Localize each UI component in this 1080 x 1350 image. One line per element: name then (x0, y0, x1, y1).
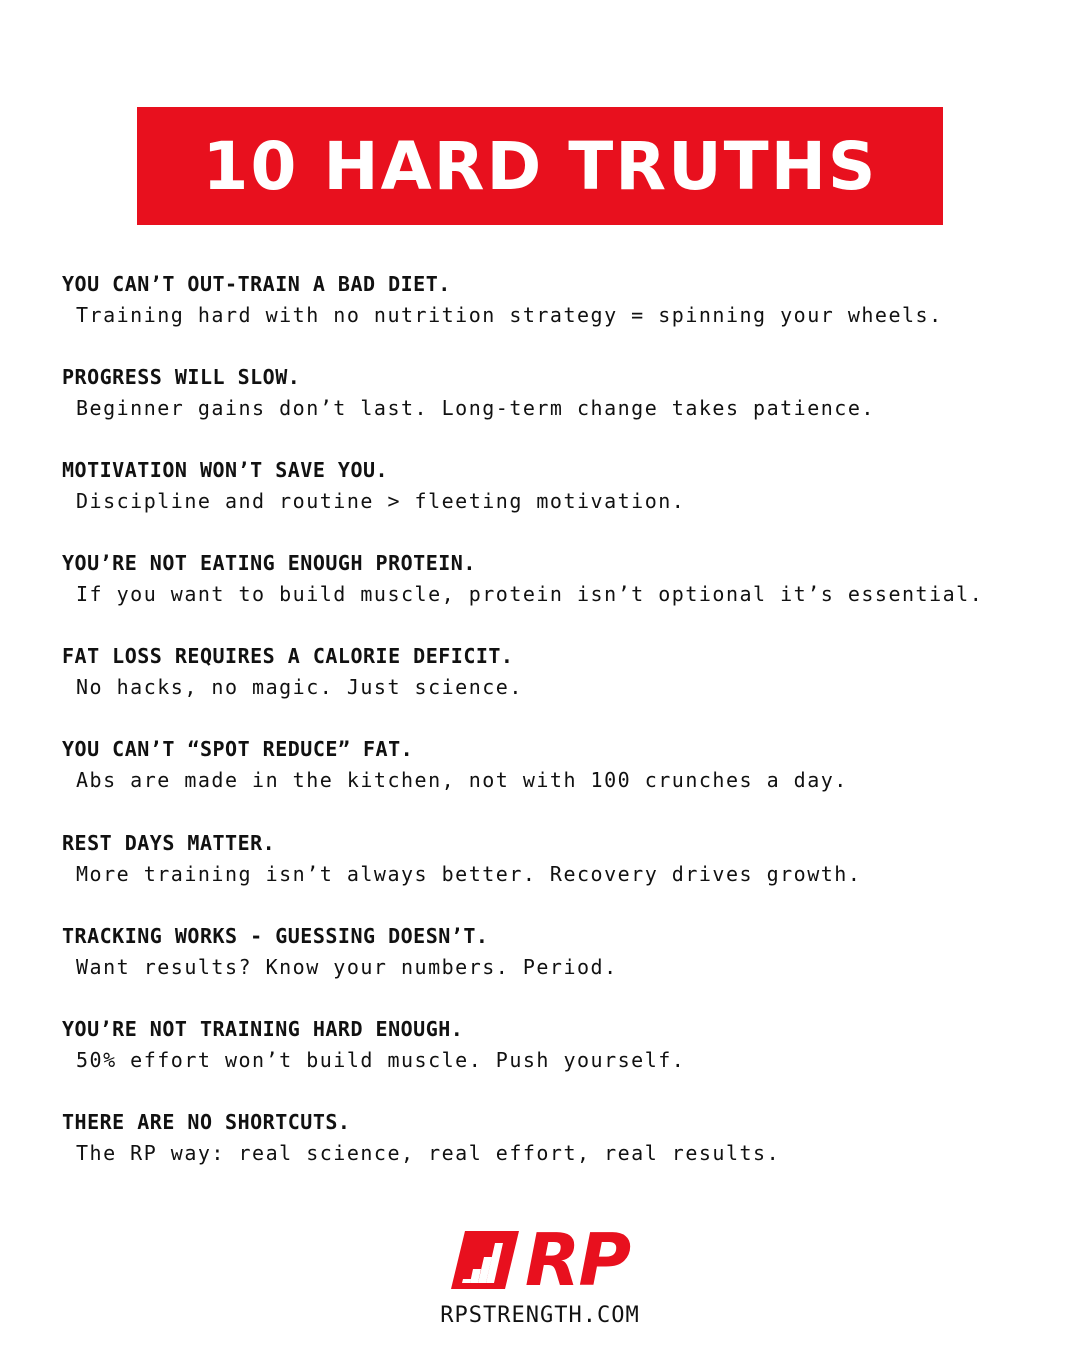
rp-logo (451, 1218, 630, 1302)
site-url: RPSTRENGTH.COM (440, 1303, 640, 1328)
truth-heading: PROGRESS WILL SLOW. (62, 365, 301, 390)
truth-body: Discipline and routine > fleeting motivation. (76, 489, 686, 514)
truth-item-5 (62, 640, 1052, 733)
page-title: 10 HARD TRUTHS (202, 127, 878, 205)
title-banner (137, 107, 943, 225)
truth-item-10 (62, 1106, 1052, 1199)
truth-heading: YOU CAN’T OUT-TRAIN A BAD DIET. (62, 272, 451, 296)
truth-body: 50% effort won’t build muscle. Push yourself. (76, 1047, 686, 1072)
truth-heading: TRACKING WORKS - GUESSING DOESN’T. (62, 923, 489, 948)
rp-logo-letters: RP (524, 1218, 630, 1302)
truth-item-6 (62, 733, 1052, 826)
truth-item-1 (62, 268, 1052, 361)
truth-body: Training hard with no nutrition strategy = spinning your wheels. (76, 303, 943, 327)
truth-body: No hacks, no magic. Just science. (76, 675, 523, 700)
truth-item-2 (62, 361, 1052, 454)
truth-body: Want results? Know your numbers. Period. (76, 954, 618, 979)
truths-list (62, 268, 1052, 1199)
truth-item-7 (62, 827, 1052, 920)
truth-body: Beginner gains don’t last. Long-term change takes patience. (76, 396, 875, 421)
truth-item-4 (62, 547, 1052, 640)
truth-body: If you want to build muscle, protein isn’t optional it’s essential. (76, 582, 984, 607)
rp-bar-chart-logo-icon (451, 1231, 519, 1289)
truth-body: Abs are made in the kitchen, not with 100 crunches a day. (76, 768, 848, 793)
footer (0, 1218, 1080, 1328)
truth-body: More training isn’t always better. Recovery drives growth. (76, 861, 862, 886)
truth-body: The RP way: real science, real effort, real results. (76, 1140, 781, 1165)
truth-heading: REST DAYS MATTER. (62, 830, 276, 855)
truth-heading: YOU’RE NOT TRAINING HARD ENOUGH. (62, 1016, 464, 1041)
truth-heading: YOU CAN’T “SPOT REDUCE” FAT. (62, 737, 414, 762)
truth-heading: MOTIVATION WON’T SAVE YOU. (62, 458, 389, 483)
truth-item-8 (62, 920, 1052, 1013)
truth-heading: THERE ARE NO SHORTCUTS. (62, 1109, 351, 1134)
truth-item-3 (62, 454, 1052, 547)
truth-item-9 (62, 1013, 1052, 1106)
truth-heading: FAT LOSS REQUIRES A CALORIE DEFICIT. (62, 644, 514, 669)
truth-heading: YOU’RE NOT EATING ENOUGH PROTEIN. (62, 551, 476, 576)
